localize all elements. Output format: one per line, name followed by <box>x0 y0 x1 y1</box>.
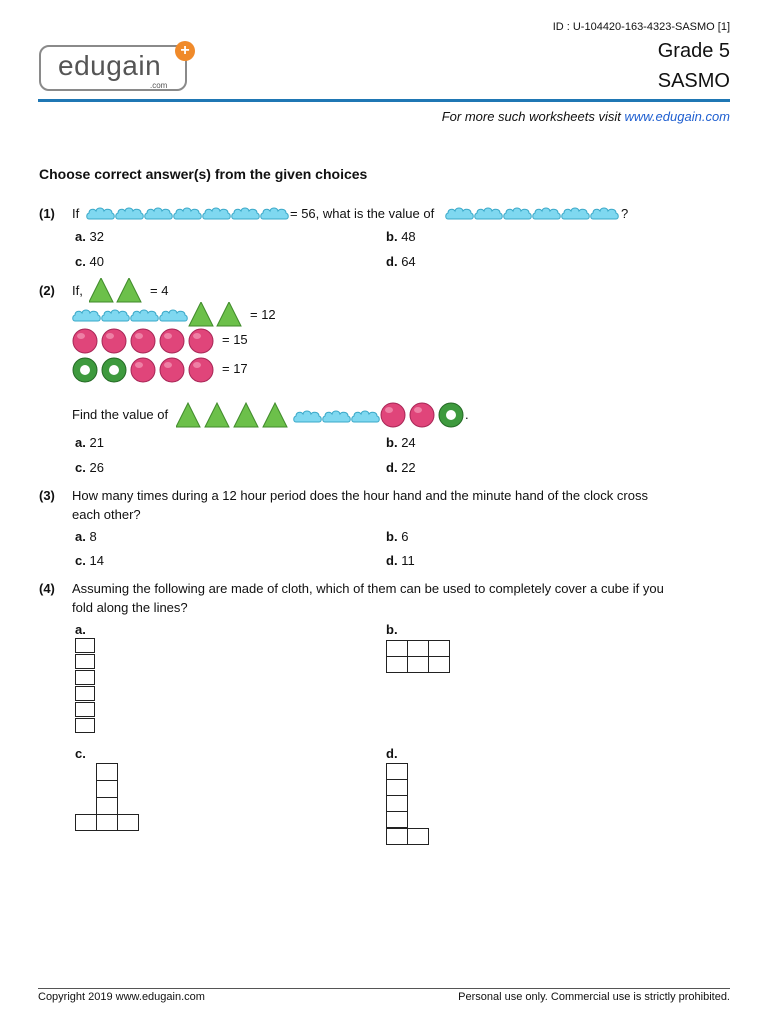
rings-balls-icon <box>72 357 220 384</box>
edugain-link[interactable]: www.edugain.com <box>624 109 730 124</box>
find-text: Find the value of <box>72 407 169 422</box>
logo-plus-icon: + <box>175 41 195 61</box>
q3-option-b[interactable]: b. 6 <box>386 529 409 544</box>
more-worksheets <box>442 109 730 124</box>
logo-text: edugain <box>58 50 162 81</box>
subject-label: SASMO <box>657 70 730 92</box>
q1-option-c[interactable]: c. 40 <box>75 254 104 269</box>
q2-option-b[interactable]: b. 24 <box>386 435 416 450</box>
eq4-value: = 17 <box>222 361 248 376</box>
instruction: Choose correct answer(s) from the given choices <box>39 166 368 182</box>
q4-option-c-label[interactable]: c. <box>75 746 86 761</box>
question-4-line1: Assuming the following are made of cloth, which of them can be used to completely cover a cube if you <box>72 581 664 596</box>
question-2-number: (2) <box>39 283 55 298</box>
q1-option-d[interactable]: d. 64 <box>386 254 416 269</box>
find-end: . <box>465 407 469 422</box>
net-d[interactable] <box>386 763 432 847</box>
question-1-post: ? <box>621 206 629 221</box>
q1-option-a[interactable]: a. 32 <box>75 229 104 244</box>
question-3-number: (3) <box>39 488 55 503</box>
q3-option-c[interactable]: c. 14 <box>75 553 104 568</box>
q4-option-b-label[interactable]: b. <box>386 622 398 637</box>
more-text: For more such worksheets visit <box>441 109 625 124</box>
eq2-value: = 12 <box>250 307 276 322</box>
question-1-pre: If <box>72 206 80 221</box>
question-1-mid: = 56, what is the value of <box>290 206 435 221</box>
pink-balls-icon <box>72 328 220 355</box>
q2-option-c[interactable]: c. 26 <box>75 460 104 475</box>
find-expression-icon <box>176 402 466 430</box>
question-1-number: (1) <box>39 206 55 221</box>
triangle-pair-icon <box>89 278 145 304</box>
q3-option-a[interactable]: a. 8 <box>75 529 97 544</box>
net-b[interactable] <box>386 640 452 673</box>
q1-option-b[interactable]: b. 48 <box>386 229 416 244</box>
header-rule <box>38 99 730 102</box>
eq3-value: = 15 <box>222 332 248 347</box>
question-2-pre: If, <box>72 283 83 298</box>
cloud-group-7-icon <box>86 205 290 223</box>
net-c[interactable] <box>75 763 141 831</box>
clouds-triangles-icon <box>72 302 248 328</box>
q2-option-a[interactable]: a. 21 <box>75 435 104 450</box>
worksheet-id: ID : U-104420-163-4323-SASMO [1] <box>552 21 730 33</box>
cloud-group-6-icon <box>445 205 620 223</box>
q4-option-d-label[interactable]: d. <box>386 746 398 761</box>
question-4-line2: fold along the lines? <box>72 600 188 615</box>
logo-sub: .com <box>150 81 168 90</box>
q3-option-d[interactable]: d. 11 <box>386 553 415 568</box>
footer-rule <box>38 988 730 989</box>
grade-label: Grade 5 <box>657 40 730 62</box>
eq1-value: = 4 <box>150 283 169 298</box>
q4-option-a-label[interactable]: a. <box>75 622 86 637</box>
question-4-number: (4) <box>39 581 55 596</box>
net-a[interactable] <box>75 638 97 738</box>
question-3-line1: How many times during a 12 hour period does the hour hand and the minute hand of the clock cross <box>72 488 648 503</box>
footer-copyright: Copyright 2019 www.edugain.com <box>38 991 205 1003</box>
footer-notice: Personal use only. Commercial use is strictly prohibited. <box>458 991 730 1003</box>
question-3-line2: each other? <box>72 507 141 522</box>
q2-option-d[interactable]: d. 22 <box>386 460 416 475</box>
